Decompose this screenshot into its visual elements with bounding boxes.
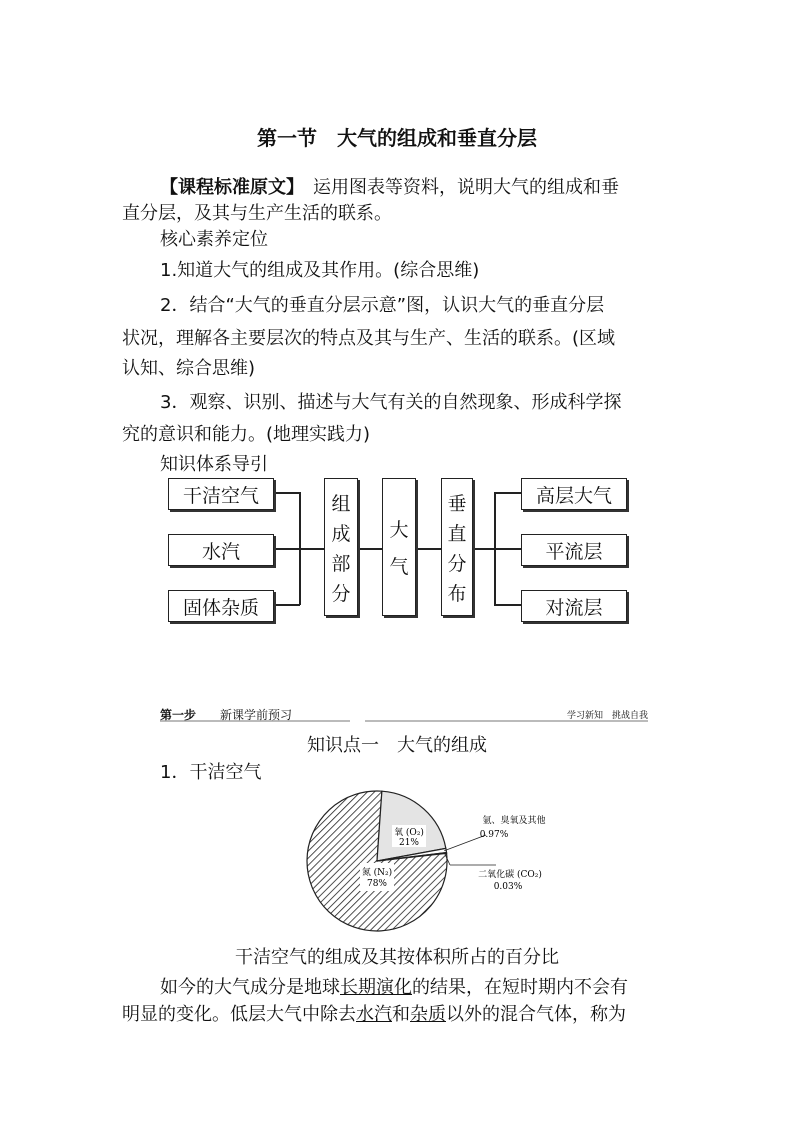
core-literacy-item3-line1: 3．观察、识别、描述与大气有关的自然现象、形成科学探 — [160, 392, 622, 413]
pie-value-oxygen: 21% — [398, 838, 420, 848]
core-literacy-item3-line2: 究的意识和能力。(地理实践力) — [122, 424, 371, 445]
box-atmosphere-char: 气 — [389, 556, 409, 578]
box-solid-impurities: 固体杂质 — [168, 590, 274, 622]
step-bar — [160, 706, 648, 722]
box-water-vapor: 水汽 — [168, 534, 274, 566]
body-line1 — [160, 975, 628, 1001]
dry-air-subheading: 1．干洁空气 — [160, 762, 262, 783]
pie-value-nitrogen: 78% — [366, 879, 388, 889]
core-literacy-item2-line3: 认知、综合思维) — [122, 358, 256, 379]
box-vertical-char: 直 — [447, 522, 467, 545]
body-underlined: 杂质 — [410, 1004, 446, 1025]
body-line2 — [122, 1002, 626, 1028]
pie-label-oxygen: 氧 (O₂) — [394, 828, 424, 838]
pie-value-co2: 0.03% — [493, 882, 523, 892]
box-atmosphere — [382, 478, 416, 616]
box-vertical-distribution — [441, 478, 473, 616]
step-slogan: 学习新知 挑战自我 — [566, 711, 648, 721]
box-composition-char: 部 — [331, 552, 351, 575]
core-literacy-item2-line2: 状况，理解各主要层次的特点及其与生产、生活的联系。(区域 — [122, 328, 616, 349]
course-standard-label: 【课程标准原文】 — [160, 177, 295, 198]
box-atmosphere-char: 大 — [389, 519, 409, 541]
step-name: 新课学前预习 — [220, 708, 293, 722]
pie-label-co2: 二氧化碳 (CO₂) — [478, 870, 542, 880]
body-text: 的结果，在短时期内不会有 — [412, 977, 628, 998]
body-underlined: 水汽 — [356, 1004, 392, 1025]
pie-label-argon-ozone-other: 氩、臭氧及其他 — [482, 816, 546, 826]
body-text: 明显的变化。低层大气中除去 — [122, 1004, 356, 1025]
course-standard-line2: 直分层，及其与生产生活的联系。 — [122, 203, 392, 224]
chart-caption: 干洁空气的组成及其按体积所占的百分比 — [235, 947, 559, 968]
box-vertical-char: 垂 — [447, 492, 467, 515]
box-composition-char: 分 — [331, 582, 351, 605]
core-literacy-item2-line1: 2．结合“大气的垂直分层示意”图，认识大气的垂直分层 — [160, 295, 605, 316]
core-literacy-heading: 核心素养定位 — [160, 229, 268, 250]
page-title: 第一节 大气的组成和垂直分层 — [257, 126, 537, 150]
body-text: 以外的混合气体，称为 — [446, 1004, 626, 1025]
box-dry-air: 干洁空气 — [168, 478, 274, 510]
body-underlined: 长期演化 — [340, 977, 412, 998]
dry-air-pie-chart — [300, 788, 560, 938]
box-upper-atmosphere: 高层大气 — [521, 478, 627, 510]
body-text: 和 — [392, 1004, 410, 1025]
core-literacy-item1: 1.知道大气的组成及其作用。(综合思维) — [160, 260, 480, 281]
pie-label-nitrogen: 氮 (N₂) — [361, 868, 393, 878]
box-composition-char: 组 — [331, 492, 351, 515]
body-text: 如今的大气成分是地球 — [160, 977, 340, 998]
course-standard-text1: 运用图表等资料，说明大气的组成和垂 — [295, 177, 619, 198]
knowledge-system-heading: 知识体系导引 — [160, 454, 268, 475]
course-standard-line1 — [160, 175, 619, 201]
box-composition — [324, 478, 358, 616]
pie-value-argon-ozone-other: 0.97% — [479, 830, 509, 840]
box-stratosphere: 平流层 — [521, 534, 627, 566]
box-composition-char: 成 — [331, 522, 351, 545]
box-troposphere: 对流层 — [521, 590, 627, 622]
box-vertical-char: 分 — [447, 552, 467, 575]
step-number: 第一步 — [160, 708, 197, 722]
knowledge-point-heading: 知识点一 大气的组成 — [307, 735, 487, 756]
box-vertical-char: 布 — [447, 582, 467, 605]
